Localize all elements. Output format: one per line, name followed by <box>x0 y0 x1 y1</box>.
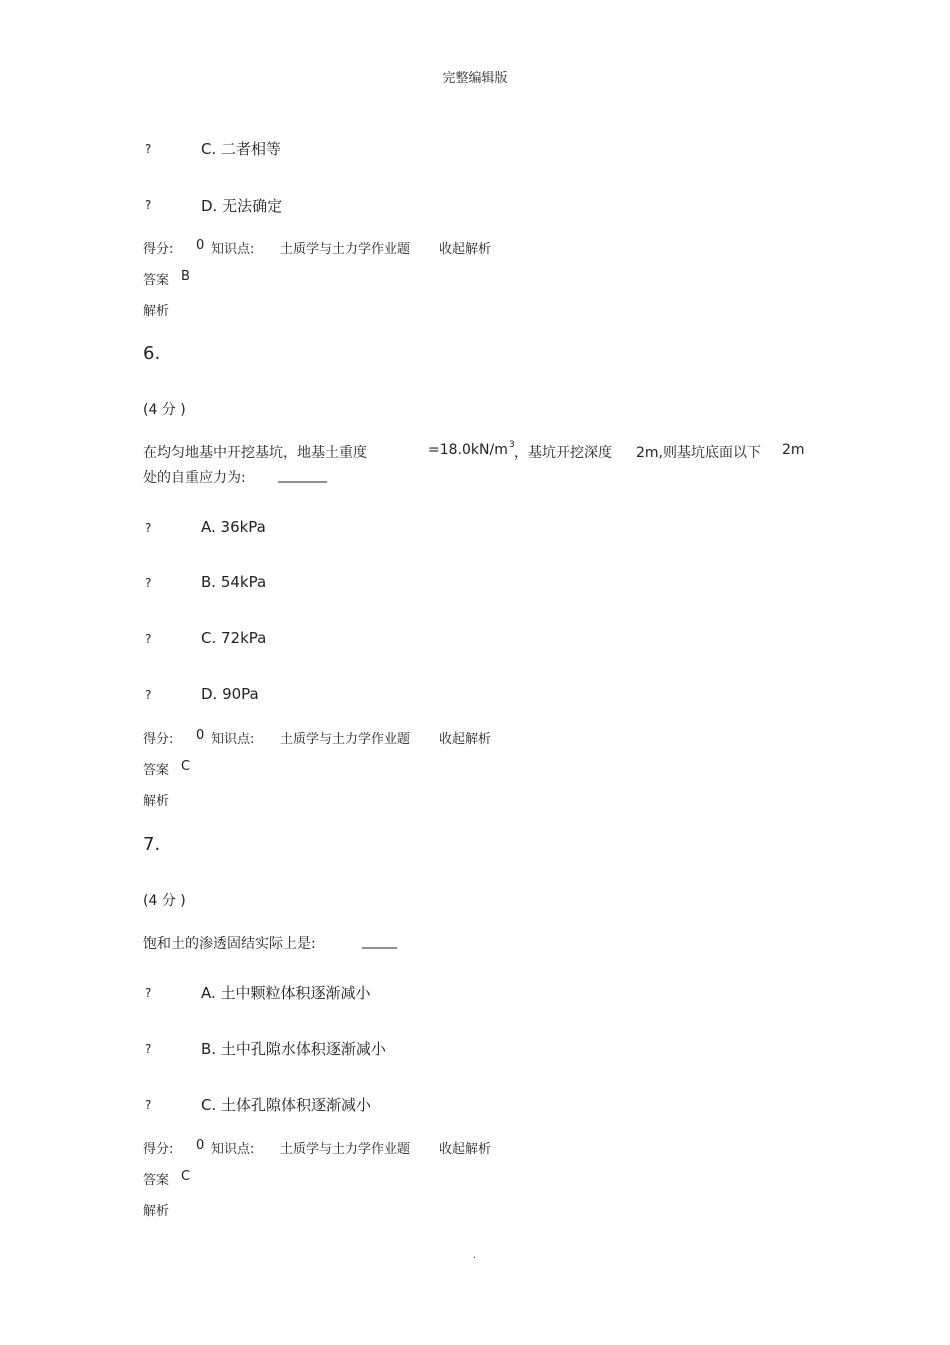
analysis-label: 解析 <box>143 304 170 319</box>
option-bullet: ? <box>145 688 152 702</box>
question-stem-part: 2m <box>782 442 805 458</box>
analysis-label: 解析 <box>143 1204 170 1219</box>
q5-option-c[interactable]: C. 二者相等 <box>201 140 282 158</box>
option-bullet: ? <box>145 142 152 156</box>
knowledge-label: 知识点: <box>211 1142 255 1157</box>
score-value: 0 <box>196 728 205 743</box>
q6-option-d[interactable]: D. 90Pa <box>201 685 259 703</box>
knowledge-value: 土质学与土力学作业题 <box>280 1142 411 1157</box>
knowledge-label: 知识点: <box>211 242 255 257</box>
question-points: (4 分 ) <box>143 893 186 909</box>
page-header-title: 完整编辑版 <box>442 71 508 86</box>
q7-option-a[interactable]: A. 土中颗粒体积逐渐减小 <box>201 984 371 1002</box>
q6-option-b[interactable]: B. 54kPa <box>201 573 267 591</box>
answer-value: B <box>181 269 190 284</box>
answer-label: 答案 <box>143 1173 170 1188</box>
superscript: 3 <box>509 440 515 450</box>
question-stem-part: ，基坑开挖深度 <box>514 445 612 461</box>
q6-option-c[interactable]: C. 72kPa <box>201 629 267 647</box>
q7-option-b[interactable]: B. 土中孔隙水体积逐渐减小 <box>201 1040 386 1058</box>
question-stem-part: =18.0kN/m <box>428 442 508 458</box>
option-bullet: ? <box>145 521 152 535</box>
collapse-analysis-link[interactable]: 收起解析 <box>439 732 492 747</box>
collapse-analysis-link[interactable]: 收起解析 <box>439 1142 492 1157</box>
knowledge-value: 土质学与土力学作业题 <box>280 242 411 257</box>
score-label: 得分: <box>143 732 174 747</box>
analysis-label: 解析 <box>143 794 170 809</box>
score-value: 0 <box>196 238 205 253</box>
option-bullet: ? <box>145 576 152 590</box>
answer-value: C <box>181 759 191 774</box>
q6-option-a[interactable]: A. 36kPa <box>201 518 266 536</box>
question-stem-part: 2m,则基坑底面以下 <box>636 445 761 461</box>
option-bullet: ? <box>145 632 152 646</box>
answer-value: C <box>181 1169 191 1184</box>
question-number: 7. <box>143 834 161 855</box>
q7-option-c[interactable]: C. 土体孔隙体积逐渐减小 <box>201 1096 372 1114</box>
option-bullet: ? <box>145 986 152 1000</box>
option-bullet: ? <box>145 1098 152 1112</box>
footer-dot: . <box>473 1250 477 1261</box>
q5-option-d[interactable]: D. 无法确定 <box>201 197 283 215</box>
collapse-analysis-link[interactable]: 收起解析 <box>439 242 492 257</box>
answer-label: 答案 <box>143 763 170 778</box>
score-value: 0 <box>196 1138 205 1153</box>
option-bullet: ? <box>145 1042 152 1056</box>
question-stem-part: 在均匀地基中开挖基坑，地基土重度 <box>143 445 367 461</box>
score-label: 得分: <box>143 1142 174 1157</box>
question-stem-part: 处的自重应力为: <box>143 470 246 486</box>
knowledge-value: 土质学与土力学作业题 <box>280 732 411 747</box>
score-label: 得分: <box>143 242 174 257</box>
answer-label: 答案 <box>143 273 170 288</box>
answer-blank: _______ <box>278 467 327 483</box>
question-stem-part: 饱和土的渗透固结实际上是: <box>143 936 316 952</box>
answer-blank: _____ <box>362 933 397 949</box>
option-bullet: ? <box>145 198 152 212</box>
question-number: 6. <box>143 343 161 364</box>
knowledge-label: 知识点: <box>211 732 255 747</box>
question-points: (4 分 ) <box>143 402 186 418</box>
